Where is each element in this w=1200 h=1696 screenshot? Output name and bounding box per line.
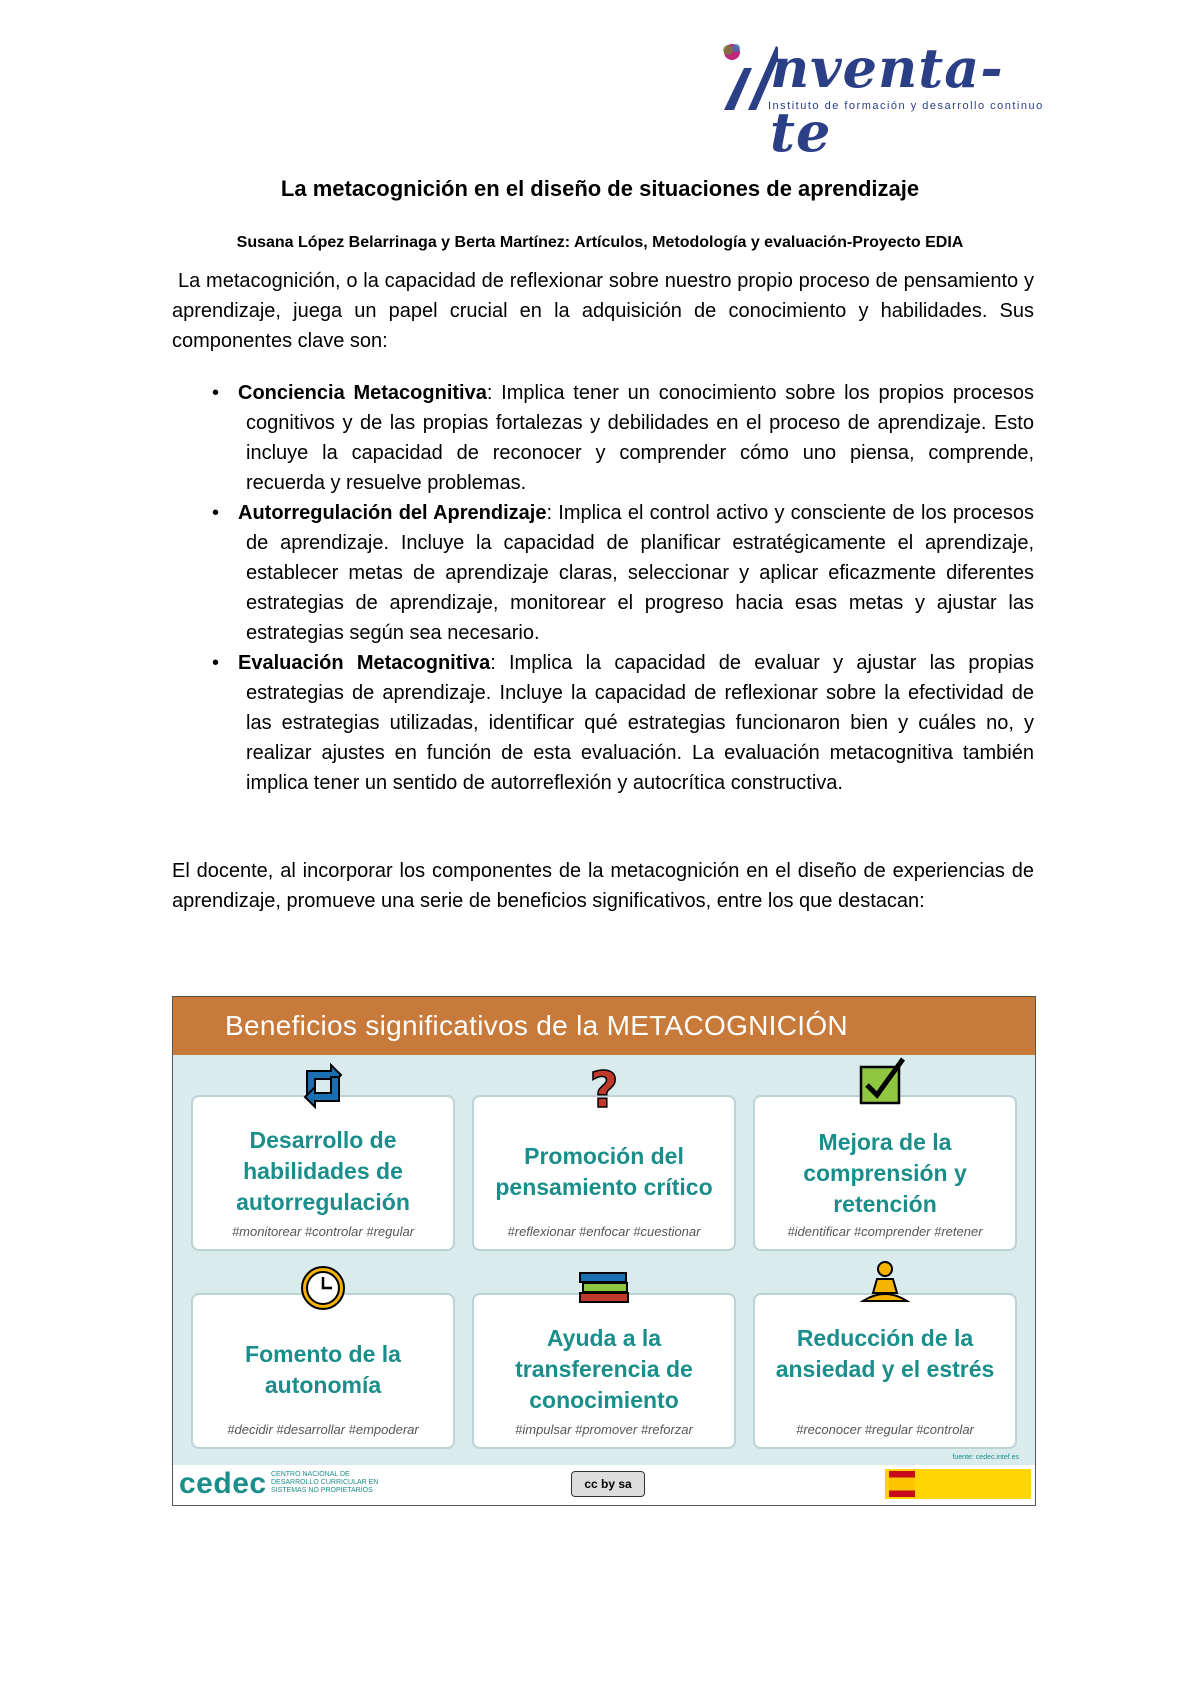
logo <box>718 36 1044 164</box>
flag-icon <box>889 1471 915 1497</box>
logo-text: nventa-te <box>770 36 1004 164</box>
component-term: Conciencia Metacognitiva <box>238 382 487 404</box>
component-text: : Implica la capacidad de evaluar y ajustar las propias estrategias de aprendizaje. Incluye la capacidad de reflexionar sobre la efectividad de las estrategias utilizadas, identificar qué estrategias funcionaron bien y cuáles no, y realizar ajustes en función de esta evaluación. La evaluación metacognitiva también implica tener un sentido de autorreflexión y autocrítica constructiva. <box>246 652 1035 794</box>
card-title: Reducción de la ansiedad y el estrés <box>775 1325 995 1382</box>
cycle-arrows-icon <box>293 1061 353 1111</box>
component-term: Autorregulación del Aprendizaje <box>238 502 547 524</box>
intro-paragraph: La metacognición, o la capacidad de reflexionar sobre nuestro propio proceso de pensamiento y aprendizaje, juega un papel crucial en la adquisición de conocimiento y habilidades. Sus componentes clave son: <box>172 270 1034 352</box>
benefit-card <box>753 1095 1017 1251</box>
component-text: : Implica el control activo y consciente de los procesos de aprendizaje. Incluye la capacidad de planificar estratégicamente el aprendizaje, establecer metas de aprendizaje claras, seleccionar y aplicar eficazmente diferentes estrategias de aprendizaje, monitorear el progreso hacia esas metas y ajustar las estrategias según sea necesario. <box>246 502 1034 644</box>
checkbox-icon <box>855 1057 915 1107</box>
cedec-logo: cedec <box>179 1467 267 1500</box>
component-text: : Implica tener un conocimiento sobre los propios procesos cognitivos y de las propias fortalezas y debilidades en el proceso de aprendizaje. Esto incluye la capacidad de reconocer y comprender cómo uno piensa, comprende, recuerda y resuelve problemas. <box>246 382 1034 494</box>
source-text: fuente: cedec.intef.es <box>952 1454 1019 1461</box>
svg-text:?: ? <box>589 1065 619 1115</box>
benefit-card <box>472 1095 736 1251</box>
closing-paragraph: El docente, al incorporar los componentes de la metacognición en el diseño de experiencias de aprendizaje, promueve una serie de beneficios significativos, entre los que destacan: <box>172 860 1034 912</box>
card-title: Promoción del pensamiento crítico <box>495 1143 713 1200</box>
benefits-infographic <box>172 996 1036 1506</box>
benefit-card <box>753 1293 1017 1449</box>
list-item: • Evaluación Metacognitiva: Implica la capacidad de evaluar y ajustar las propias estrategias de aprendizaje. Incluye la capacidad de reflexionar sobre la efectividad de las estrategias utilizadas, identificar qué estrategias funcionaron bien y cuáles no, y realizar ajustes en función de esta evaluación. La evaluación metacognitiva también implica tener un sentido de autorreflexión y autocrítica constructiva. <box>212 652 1035 794</box>
infographic-footer <box>173 1465 1035 1505</box>
books-icon <box>574 1259 634 1309</box>
benefit-card <box>191 1293 455 1449</box>
list-item: • Conciencia Metacognitiva: Implica tener un conocimiento sobre los propios procesos cognitivos y de las propias fortalezas y debilidades en el proceso de aprendizaje. Esto incluye la capacidad de reconocer y comprender cómo uno piensa, comprende, recuerda y resuelve problemas. <box>212 382 1034 494</box>
card-title: Fomento de la autonomía <box>245 1341 401 1398</box>
components-list <box>172 378 1034 798</box>
logo-subtitle: Instituto de formación y desarrollo continuo <box>768 100 1044 112</box>
list-item: • Autorregulación del Aprendizaje: Implica el control activo y consciente de los procesos de aprendizaje. Incluye la capacidad de planificar estratégicamente el aprendizaje, establecer metas de aprendizaje claras, seleccionar y aplicar eficazmente diferentes estrategias de aprendizaje, monitorear el progreso hacia esas metas y ajustar las estrategias según sea necesario. <box>212 502 1034 644</box>
card-title: Ayuda a la transferencia de conocimiento <box>515 1325 693 1413</box>
government-logo <box>885 1469 1031 1499</box>
card-title: Mejora de la comprensión y retención <box>803 1129 967 1217</box>
card-tags: #monitorear #controlar #regular <box>231 1224 415 1239</box>
card-title: Desarrollo de habilidades de autorregulación <box>236 1127 410 1215</box>
cc-license-badge: cc by sa <box>571 1471 645 1497</box>
meditation-icon <box>855 1259 915 1309</box>
page-title: La metacognición en el diseño de situaciones de aprendizaje <box>280 176 920 201</box>
cedec-subtitle: CENTRO NACIONAL DE DESARROLLO CURRICULAR EN SISTEMAS NO PROPIETARIOS <box>271 1471 379 1494</box>
benefit-card <box>472 1293 736 1449</box>
question-mark-icon <box>574 1065 634 1115</box>
benefit-card <box>191 1095 455 1251</box>
card-tags: #impulsar #promover #reforzar <box>515 1422 693 1437</box>
infographic-header: Beneficios significativos de la METACOGNICIÓN <box>173 997 1035 1055</box>
card-tags: #reflexionar #enfocar #cuestionar <box>507 1224 701 1239</box>
card-tags: #decidir #desarrollar #empoderar <box>227 1422 419 1437</box>
authors-line: Susana López Belarrinaga y Berta Martínez: Artículos, Metodología y evaluación-Proyecto EDIA <box>236 234 964 251</box>
clock-icon <box>293 1263 353 1313</box>
card-tags: #reconocer #regular #controlar <box>796 1422 974 1437</box>
card-tags: #identificar #comprender #retener <box>787 1224 983 1239</box>
component-term: Evaluación Metacognitiva <box>238 652 491 674</box>
